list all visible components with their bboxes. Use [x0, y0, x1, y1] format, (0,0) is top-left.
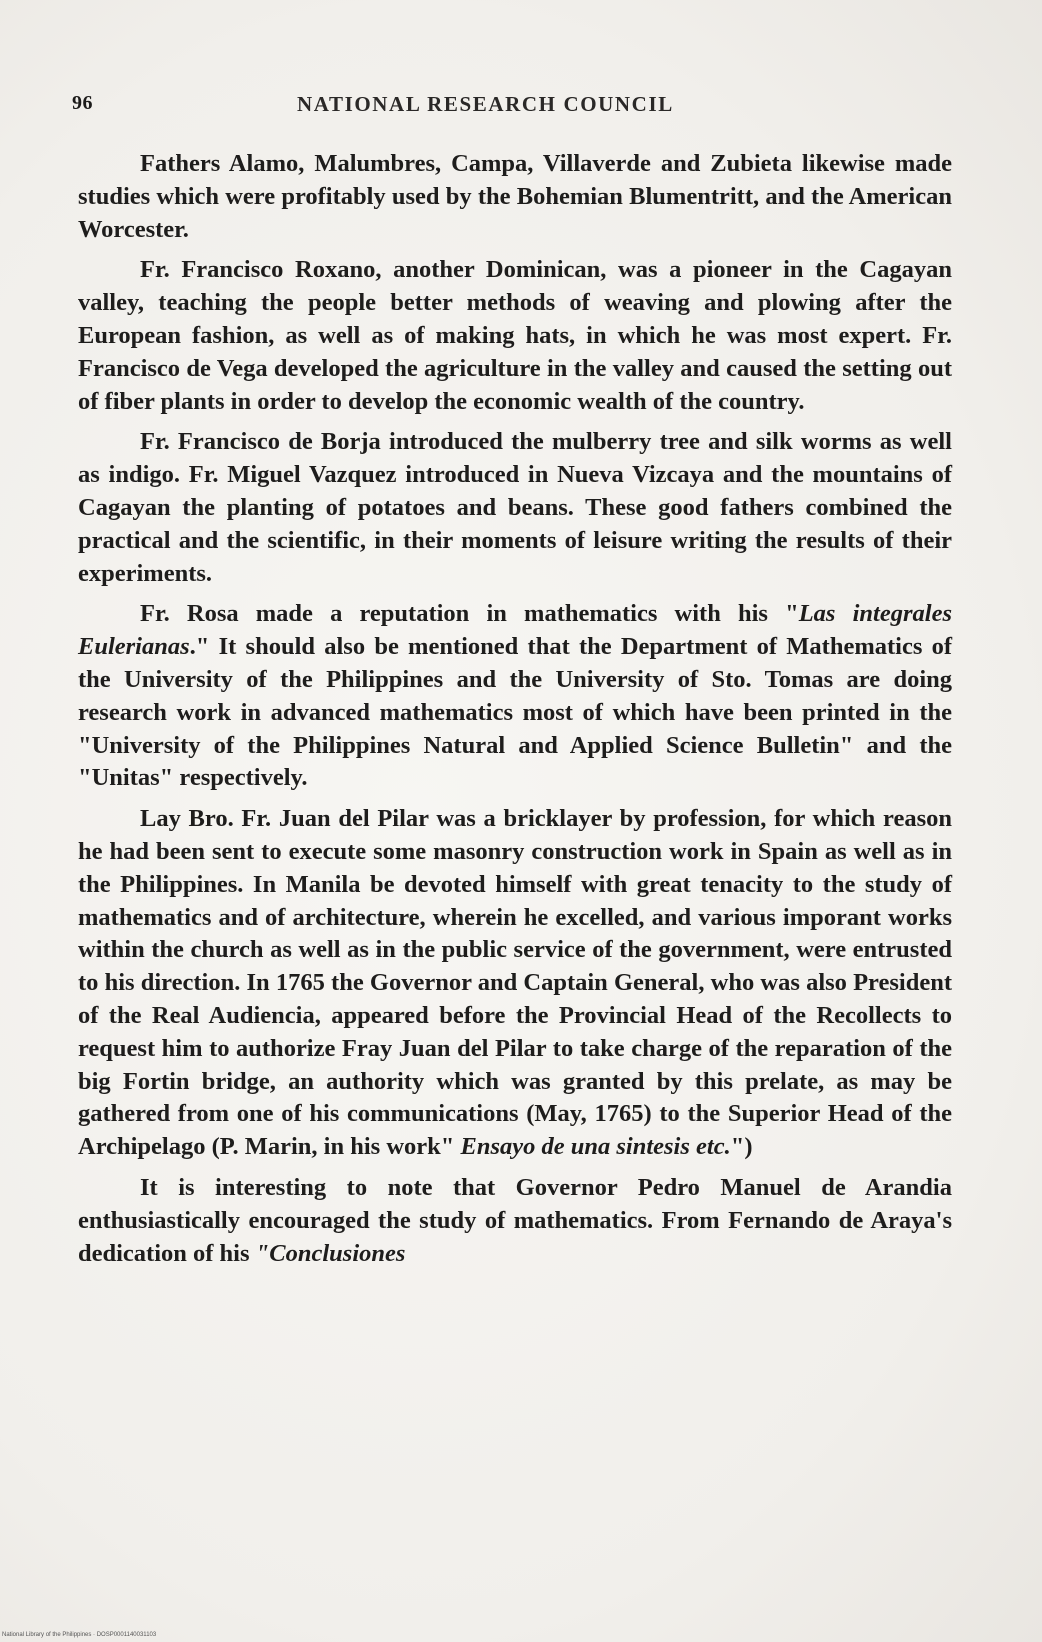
paragraph-arandia [78, 1172, 952, 1270]
scan-footer-note: National Library of the Philippines · DOSP0001140031103 [2, 1632, 157, 1638]
pilar-text: Lay Bro. Fr. Juan del Pilar was a bricklayer by profession, for which reason he had been sent to execute some masonry construction work in Spain as well as in the Philippines. In Manila be devoted himself with great tenacity to the study of mathematics and of architecture, wherein he excelled, and various imporant works within the church as well as in the public service of the government, were entrusted to his direction. In 1765 the Governor and Captain General, who was also President of the Real Audiencia, appeared before the Provincial Head of the Recollects to request him to authorize Fray Juan del Pilar to take charge of the reparation of the big Fortin bridge, an authority which was granted by this prelate, as may be gathered from one of his communications (May, 1765) to the Superior Head of the Archipelago (P. Marin, in his work" [78, 805, 952, 1161]
body-text [78, 148, 952, 1278]
paragraph-pilar [78, 803, 952, 1164]
rosa-text-before: Fr. Rosa made a reputation in mathematics with his " [140, 600, 799, 628]
running-head: NATIONAL RESEARCH COUNCIL [297, 92, 674, 116]
page-header [72, 88, 972, 124]
paragraph-borja: Fr. Francisco de Borja introduced the mulberry tree and silk worms as well as indigo. Fr. Miguel Vazquez introduced in Nueva Vizcaya and the mountains of Cagayan the planting of potatoes and beans. These good fathers combined the practical and the scientific, in their moments of leisure writing the results of their experiments. [78, 428, 952, 587]
rosa-text-after: ." It should also be mentioned that the Department of Mathematics of the University of the Philippines and the University of Sto. Tomas are doing research work in advanced mathematics most of which have been printed in the "University of the Philippines Natural and Applied Science Bulletin" and the "Unitas" respectively. [78, 633, 952, 792]
paragraph-roxano: Fr. Francisco Roxano, another Dominican, was a pioneer in the Cagayan valley, teaching the people better methods of weaving and plowing after the European fashion, as well as of making hats, in which he was most expert. Fr. Francisco de Vega developed the agriculture in the valley and caused the setting out of fiber plants in order to develop the economic wealth of the country. [78, 256, 952, 415]
rosa-book-title: Las integrales Eulerianas [78, 600, 952, 661]
arandia-text: It is interesting to note that Governor Pedro Manuel de Arandia enthusiastically encouraged the study of mathematics. From Fernando de Araya's dedication of his [78, 1173, 952, 1267]
paragraph-fathers: Fathers Alamo, Malumbres, Campa, Villaverde and Zubieta likewise made studies which were profitably used by the Bohemian Blumentritt, and the American Worcester. [78, 150, 952, 243]
page-number: 96 [72, 92, 93, 114]
araya-work-title: "Conclusiones [255, 1239, 406, 1267]
paragraph-rosa [78, 598, 952, 795]
pilar-citation-close: ") [730, 1133, 753, 1161]
pilar-cited-work: Ensayo de una sintesis etc. [460, 1133, 731, 1161]
